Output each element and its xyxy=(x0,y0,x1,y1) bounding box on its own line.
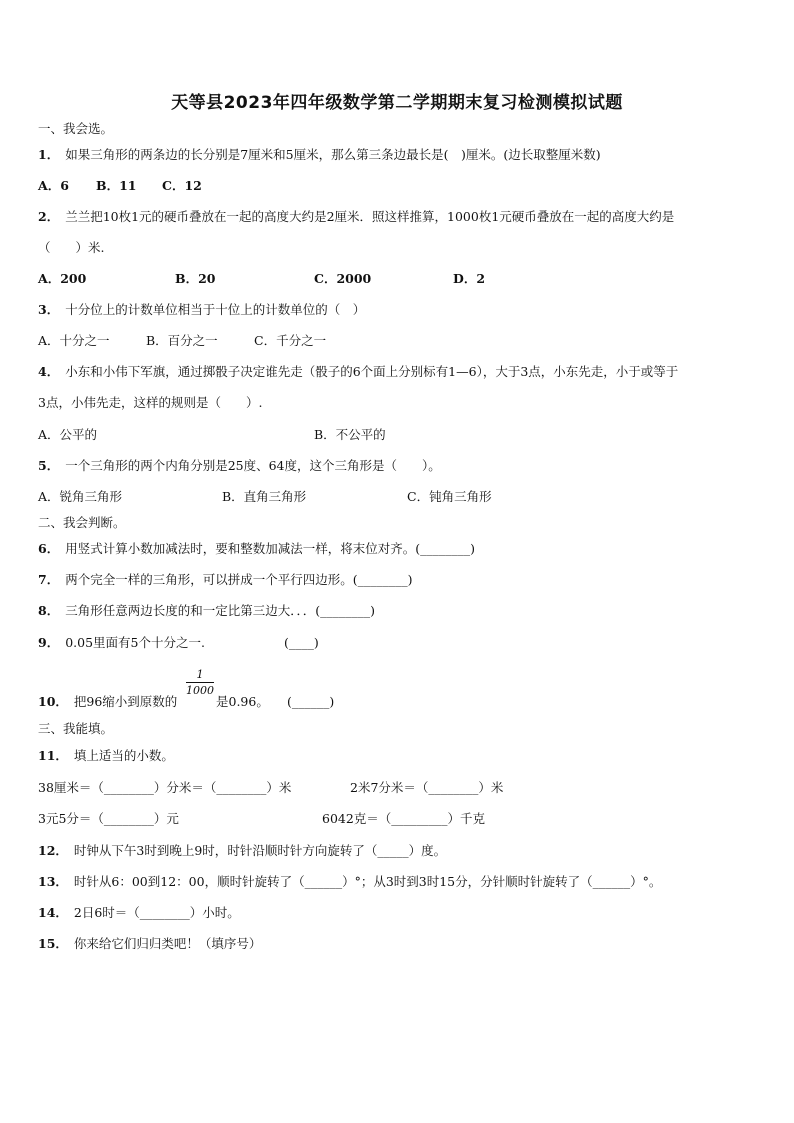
question-text: 小东和小伟下军旗，通过掷骰子决定谁先走（骰子的6个面上分别标有1—6），大于3点，小东先走，小于或等于 xyxy=(65,364,679,379)
question-14 xyxy=(38,905,240,921)
question-9 xyxy=(38,635,205,651)
question-text: 兰兰把10枚1元的硬币叠放在一起的高度大约是2厘米．照这样推算，1000枚1元硬币叠放在一起的高度大约是 xyxy=(65,209,675,224)
question-text: 0.05里面有5个十分之一. xyxy=(65,635,205,650)
question-text: 时钟从下午3时到晚上9时，时针沿顺时针方向旋转了（_____）度。 xyxy=(73,843,447,858)
option-b[interactable]: B．20 xyxy=(175,271,216,286)
option-a[interactable]: A．十分之一 xyxy=(38,333,110,348)
question-12 xyxy=(38,843,446,859)
question-11 xyxy=(38,748,174,764)
option-c[interactable]: C．千分之一 xyxy=(254,333,327,348)
question-4 xyxy=(38,364,678,380)
fraction-numerator: 1 xyxy=(196,668,204,681)
question-number: 2． xyxy=(38,209,60,224)
question-15 xyxy=(38,936,261,952)
answer-blank[interactable]: (______) xyxy=(287,694,335,709)
fill-item-meters[interactable]: 2米7分米＝（________）米 xyxy=(350,780,504,795)
question-number: 10． xyxy=(38,694,68,709)
question-text: 2日6时＝（________）小时。 xyxy=(73,905,240,920)
fill-item-length[interactable]: 38厘米＝（________）分米＝（________）米 xyxy=(38,780,292,795)
question-number: 8． xyxy=(38,603,60,618)
question-text: 时针从6：00到12：00，顺时针旋转了（______）°；从3时到3时15分，分针顺时针旋转了（______）°。 xyxy=(73,874,662,889)
option-b[interactable]: B．百分之一 xyxy=(146,333,218,348)
question-2 xyxy=(38,209,674,225)
question-5 xyxy=(38,458,441,474)
fraction-bar xyxy=(186,682,214,683)
section-heading-fill: 三、我能填。 xyxy=(38,721,114,736)
question-text: 把96缩小到原数的 xyxy=(73,694,178,709)
question-2-continued: （ ）米. xyxy=(38,240,105,255)
question-6 xyxy=(38,541,475,557)
question-number: 3． xyxy=(38,302,60,317)
question-text: 两个完全一样的三角形，可以拼成一个平行四边形。(________) xyxy=(65,572,413,587)
question-number: 6． xyxy=(38,541,60,556)
option-d[interactable]: D．2 xyxy=(453,271,486,286)
question-text: 一个三角形的两个内角分别是25度、64度，这个三角形是（ ）。 xyxy=(65,458,441,473)
question-number: 1． xyxy=(38,147,60,162)
section-heading-judge: 二、我会判断。 xyxy=(38,515,126,530)
option-a[interactable]: A．锐角三角形 xyxy=(38,489,123,504)
option-b[interactable]: B．不公平的 xyxy=(314,427,386,442)
option-b[interactable]: B．11 xyxy=(96,178,137,193)
option-c[interactable]: C．2000 xyxy=(314,271,372,286)
question-8 xyxy=(38,603,375,619)
option-a[interactable]: A．200 xyxy=(38,271,87,286)
option-c[interactable]: C．钝角三角形 xyxy=(407,489,492,504)
question-text-tail: 是0.96。 xyxy=(216,694,269,709)
question-text: 三角形任意两边长度的和一定比第三边大．．．(________) xyxy=(65,603,375,618)
section-heading-choose: 一、我会选。 xyxy=(38,121,114,136)
question-4-continued: 3点，小伟先走，这样的规则是（ ）. xyxy=(38,395,263,410)
question-number: 15． xyxy=(38,936,68,951)
question-text: 填上适当的小数。 xyxy=(73,748,174,763)
answer-blank[interactable]: (____) xyxy=(284,635,319,650)
question-text: 十分位上的计数单位相当于十位上的计数单位的（ ） xyxy=(65,302,366,317)
question-13 xyxy=(38,874,661,890)
question-number: 5． xyxy=(38,458,60,473)
fill-item-money[interactable]: 3元5分＝（________）元 xyxy=(38,811,179,826)
page-title: 天等县2023年四年级数学第二学期期末复习检测模拟试题 xyxy=(171,93,623,113)
question-7 xyxy=(38,572,412,588)
option-c[interactable]: C．12 xyxy=(162,178,202,193)
question-number: 4． xyxy=(38,364,60,379)
option-b[interactable]: B．直角三角形 xyxy=(222,489,307,504)
question-10 xyxy=(38,694,177,710)
question-number: 7． xyxy=(38,572,60,587)
option-a[interactable]: A．6 xyxy=(38,178,69,193)
question-text: 如果三角形的两条边的长分别是7厘米和5厘米，那么第三条边最长是( )厘米。(边长取整厘米数) xyxy=(65,147,601,162)
question-number: 11． xyxy=(38,748,68,763)
question-1 xyxy=(38,147,601,163)
option-a[interactable]: A．公平的 xyxy=(38,427,98,442)
question-number: 9． xyxy=(38,635,60,650)
question-number: 12． xyxy=(38,843,68,858)
question-3 xyxy=(38,302,365,318)
question-text: 用竖式计算小数加减法时，要和整数加减法一样，将末位对齐。(________) xyxy=(65,541,475,556)
fraction-one-thousandth xyxy=(186,668,214,697)
question-number: 14． xyxy=(38,905,68,920)
question-number: 13． xyxy=(38,874,68,889)
fraction-denominator: 1000 xyxy=(186,684,214,697)
question-text: 你来给它们归归类吧！（填序号） xyxy=(73,936,262,951)
fill-item-weight[interactable]: 6042克＝（_________）千克 xyxy=(322,811,486,826)
